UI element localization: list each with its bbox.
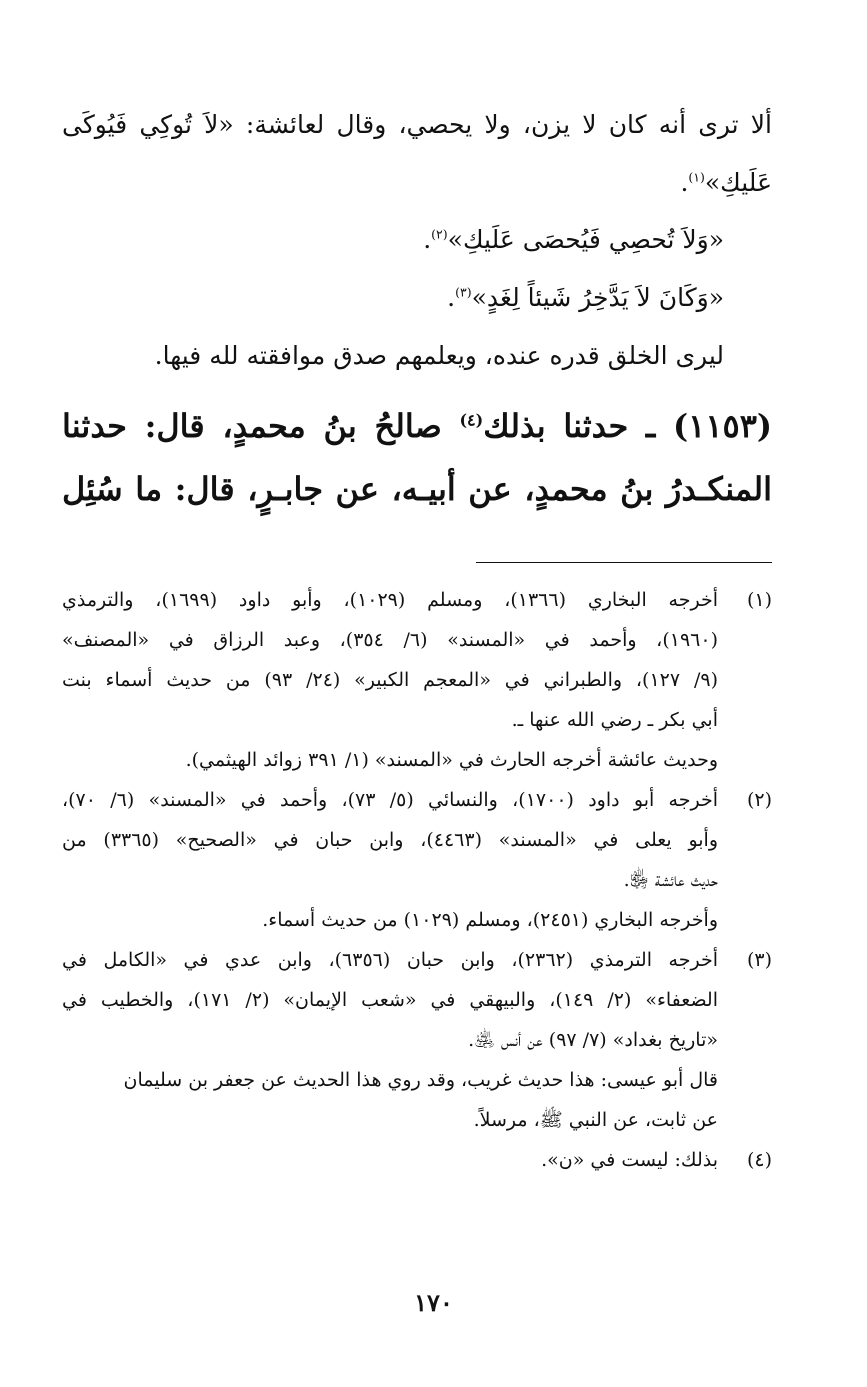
footnote-number: (٣) (746, 949, 772, 971)
footnote-line: حديث عائشة ﵂. (623, 869, 718, 891)
hadith-heading: (١١٥٣) ـ حدثنا بذلك$^{(٤)}$ صالحُ بنُ محمدٍ، قال: حدثنا (62, 407, 773, 445)
footnote-line: أخرجه الترمذي (٢٣٦٢)، وابن حبان (٦٣٥٦)، وابن عدي في «الكامل في (62, 949, 718, 971)
footnote-3 (62, 940, 772, 1140)
quote-1-end: عَلَيكِ» (704, 168, 772, 197)
footnote-line: بذلك: ليست في «ن». (541, 1149, 718, 1171)
footnote-1 (62, 580, 772, 780)
footnote-line: أبي بكر ـ رضي الله عنها ـ. (511, 709, 718, 731)
quote-2: «وَلاَ تُحصِي فَيُحصَى عَلَيكِ»$^{(٢)}$. (423, 225, 724, 254)
footnote-line: أخرجه أبو داود (١٧٠٠)، والنسائي (٥/ ٧٣)، وأحمد في «المسند» (٦/ ٧٠)، (62, 789, 718, 811)
footnote-divider (476, 562, 772, 563)
quote-3: «وَكَانَ لاَ يَدَّخِرُ شَيئاً لِغَدٍ»$^{(٣)}$. (447, 283, 724, 312)
footnote-ref-2[interactable]: (٢) (431, 226, 448, 242)
footnote-line: (١٩٦٠)، وأحمد في «المسند» (٦/ ٣٥٤)، وعبد الرزاق في «المصنف» (62, 629, 718, 651)
main-text (62, 95, 772, 521)
footnote-note: قال أبو عيسى: هذا حديث غريب، وقد روي هذا الحديث عن جعفر بن سليمان (123, 1069, 718, 1091)
footnotes (62, 580, 772, 1180)
footnote-number: (٢) (746, 789, 772, 811)
footnote-note: وحديث عائشة أخرجه الحارث في «المسند» (١/ ٣٩١ زوائد الهيثمي). (185, 749, 718, 771)
page-number: ١٧٠ (414, 1288, 453, 1317)
footnote-line: (٩/ ١٢٧)، والطبراني في «المعجم الكبير» (٢٤/ ٩٣) من حديث أسماء بنت (62, 669, 718, 691)
footnote-line: وأبو يعلى في «المسند» (٤٤٦٣)، وابن حبان في «الصحيح» (٣٣٦٥) من (62, 829, 719, 851)
footnote-line: «تاريخ بغداد» (٧/ ٩٧) عن أنس ﵁. (468, 1029, 718, 1051)
footnote-ref-4[interactable]: (٤) (459, 410, 484, 430)
footnote-note: وأخرجه البخاري (٢٤٥١)، ومسلم (١٠٢٩) من حديث أسماء. (262, 909, 718, 931)
main-line-5: ليرى الخلق قدره عنده، ويعلمهم صدق موافقته لله فيها. (154, 341, 724, 370)
footnote-4 (62, 1140, 772, 1180)
main-line-1: ألا ترى أنه كان لا يزن، ولا يحصي، وقال لعائشة: «لاَ تُوكِي فَيُوكَى (62, 110, 772, 139)
footnote-ref-3[interactable]: (٣) (455, 284, 472, 300)
footnote-note: عن ثابت، عن النبي ﷺ، مرسلاً. (473, 1109, 718, 1131)
main-line-2: عَلَيكِ»$^{(١)}$. (680, 168, 772, 197)
footnote-line: الضعفاء» (٢/ ١٤٩)، والبيهقي في «شعب الإيمان» (٢/ ١٧١)، والخطيب في (62, 989, 718, 1011)
footnote-line: أخرجه البخاري (١٣٦٦)، ومسلم (١٠٢٩)، وأبو داود (١٦٩٩)، والترمذي (62, 589, 718, 611)
footnote-number: (١) (746, 589, 772, 611)
hadith-heading-line-2: المنكـدرُ بنُ محمدٍ، عن أبيـه، عن جابـرٍ، قال: ما سُئِل (62, 470, 772, 508)
footnote-2 (62, 780, 772, 940)
footnote-ref-1[interactable]: (١) (688, 169, 705, 185)
footnote-number: (٤) (746, 1149, 772, 1171)
